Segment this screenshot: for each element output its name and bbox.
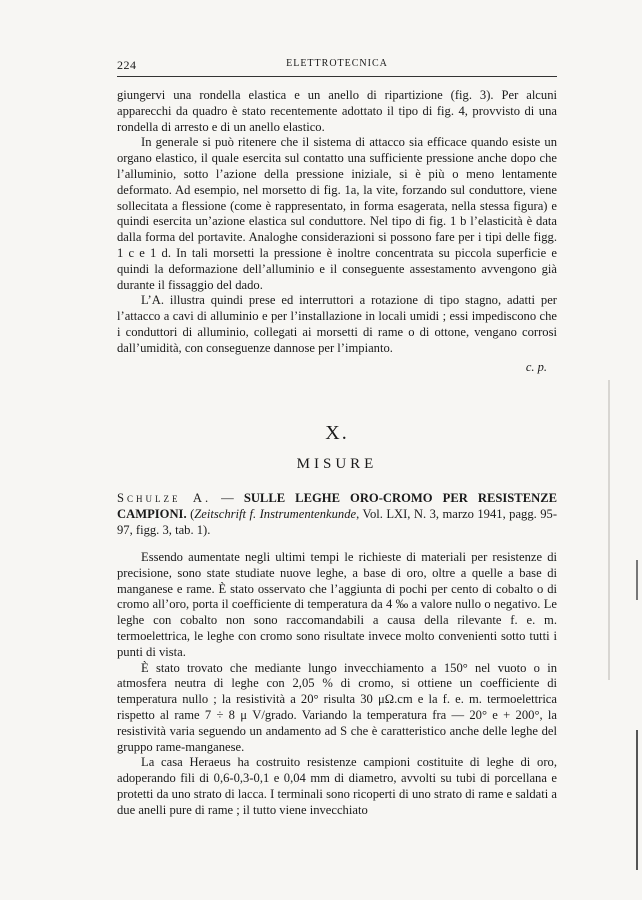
reference-dash: — [211, 491, 244, 505]
reference-author: Schulze A. [117, 491, 212, 505]
reference-details: , Vol. LXI, N. 3, marzo 1941, pagg. 95-97, figg. 3, tab. 1). [117, 506, 558, 537]
page-number: 224 [117, 58, 137, 72]
paragraph: La casa Heraeus ha costruito resistenze campioni costituite di leghe di oro, adoperando fili di 0,6-0,3-0,1 e 0,04 mm di diametro, avvolti su tubi di porcellana e protetti da uno strato di lacca. I terminali sono ricoperti di uno strato di rame e saldati a due anelli pure di rame ; il tutto viene invecchiato [117, 755, 557, 817]
signature: c. p. [525, 359, 547, 374]
section-title: MISURE [296, 456, 378, 472]
paragraph: Essendo aumentate negli ultimi tempi le richieste di materiali per resistenze di precisione, sono state studiate nuove leghe, a base di oro, oltre a quelle a base di manganese e rame. È stato osservato che l’aggiunta di pochi per cento di cobalto o di cromo all’oro, porta il coefficiente di temperatura da 4 ‰ a valore nullo o negativo. Le leghe con cobalto non sono raccomandabili a causa della rilevante f. e. m. termoelettrica, le leghe con cromo sono risultate invece molto convenienti sotto tutti i punti di vista. [117, 550, 557, 659]
reference-journal: Zeitschrift f. Instrumentenkunde [194, 506, 357, 521]
paragraph: L’A. illustra quindi prese ed interruttori a rotazione di tipo stagno, adatti per l’attacco a cavi di alluminio e per l’installazione in locali umidi ; essi impediscono che i conduttori di alluminio, collegati ai morsetti di rame o di ottone, vengano corrosi dall’umidità, con conseguenze dannose per l’impianto. [117, 293, 557, 355]
article-reference [117, 491, 557, 538]
reference-title: SULLE LEGHE ORO-CROMO PER RESISTENZE CAMPIONI. [117, 491, 557, 521]
scan-artifact [608, 380, 610, 680]
scan-artifact [636, 730, 638, 870]
section-number: X. [325, 422, 349, 444]
scan-artifact [636, 560, 638, 600]
paragraph: In generale si può ritenere che il sistema di attacco sia efficace quando esiste un organo elastico, il quale esercita sul contatto una sufficiente pressione anche dopo che l’alluminio, sotto l’azione della pressione iniziale, si è più o meno lentamente deformato. Ad esempio, nel morsetto di fig. 1a, la vite, forzando sul conduttore, viene sollecitata a flessione (come è rappresentato, in forma esagerata, nella stessa figura) e quindi esercita un’azione elastica sul conduttore. Nel tipo di fig. 1 b l’elasticità è data dalla forma del portavite. Analoghe considerazioni si possono fare per i tipi delle figg. 1 c e 1 d. In tali morsetti la pressione è inoltre concentrata su piccola superficie e quindi la deformazione dell’alluminio e il conseguente assestamento avvengono già durante il fissaggio del dado. [117, 135, 557, 292]
paragraph: giungervi una rondella elastica e un anello di ripartizione (fig. 3). Per alcuni apparecchi da quadro è stato recentemente adottato il tipo di fig. 4, provvisto di una rondella di arresto e di un anello elastico. [117, 88, 557, 134]
paragraph: È stato trovato che mediante lungo invecchiamento a 150° nel vuoto o in atmosfera neutra di leghe con 2,05 % di cromo, si ottiene un coefficiente di temperatura nullo ; la resistività a 20° risulta 30 μΩ.cm e la f. e. m. termoelettrica rispetto al rame 7 ÷ 8 μ V/grado. Variando la temperatura fra — 20° e + 200°, la resistività varia seguendo un andamento ad S che è caratteristico anche delle leghe del gruppo rame-manganese. [117, 660, 557, 754]
reference-journal-open: ( [186, 506, 195, 521]
reference-line [117, 491, 557, 538]
running-header [117, 58, 557, 77]
intro-text [117, 88, 557, 375]
running-title: ELETTROTECNICA [286, 58, 388, 69]
article-text [117, 550, 557, 819]
